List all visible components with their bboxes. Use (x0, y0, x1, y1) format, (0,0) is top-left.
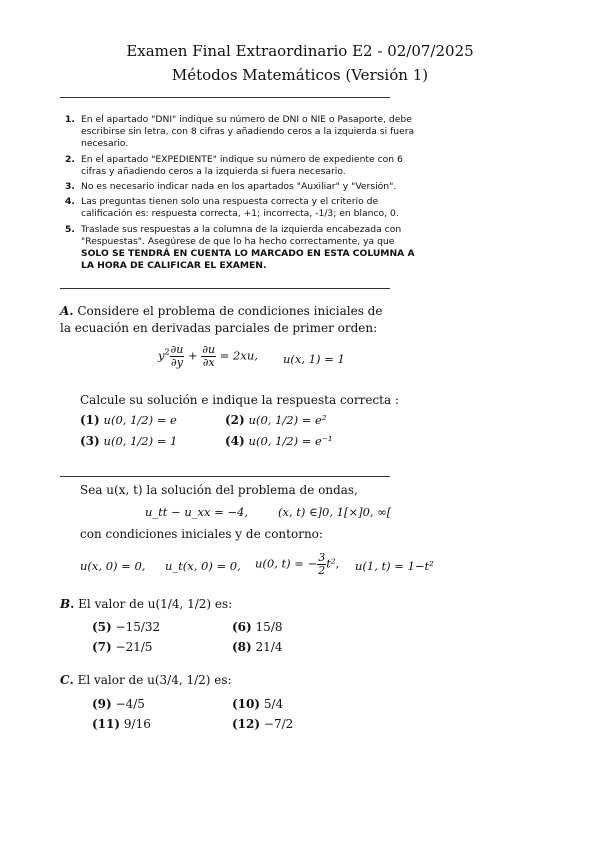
option-text: u(0, 1/2) = e² (248, 413, 327, 427)
instruction-item (65, 196, 420, 220)
wave-condition: u(x, 0) = 0, (80, 559, 146, 573)
answer-option (232, 620, 283, 634)
instruction-text: Las preguntas tienen solo una respuesta correcta y el criterio de calificación es: respuesta correcta, +1; incorrecta, -1/3; en blanco, 0. (81, 196, 399, 220)
instruction-number: 5. (65, 223, 75, 235)
equation-rhs: = 2xu, (219, 348, 258, 363)
option-number: (7) (92, 640, 112, 654)
answer-option (232, 640, 283, 654)
problem-text: El valor de u(1/4, 1/2) es: (78, 597, 233, 611)
problem-label: B (60, 597, 71, 611)
instruction-number: 1. (65, 114, 75, 125)
answer-option (92, 620, 160, 634)
instruction-item (65, 154, 420, 178)
wave-condition: u_t(x, 0) = 0, (165, 559, 241, 573)
problem-a-condition: u(x, 1) = 1 (283, 352, 345, 366)
answer-option (232, 717, 293, 731)
instruction-emphasis: SOLO SE TENDRÁ EN CUENTA LO MARCADO EN ESTA COLUMNA A LA HORA DE CALIFICAR EL EXAMEN. (81, 248, 415, 272)
wave-conditions-intro: con condiciones iniciales y de contorno: (80, 527, 323, 541)
problem-label: A (60, 304, 70, 318)
option-number: (3) (80, 434, 100, 448)
exam-subtitle: Métodos Matemáticos (Versión 1) (171, 66, 429, 84)
wave-condition (255, 552, 339, 577)
option-text: 21/4 (255, 640, 283, 654)
instruction-text: No es necesario indicar nada en los apartados "Auxiliar" y "Versión". (81, 181, 397, 193)
instructions-list (65, 114, 420, 275)
instruction-number: 3. (65, 181, 75, 193)
option-number: (11) (92, 717, 121, 731)
option-text: 9/16 (123, 717, 151, 731)
divider (60, 97, 390, 98)
option-number: (5) (92, 620, 112, 634)
instruction-item (65, 224, 420, 273)
wave-intro: Sea u(x, t) la solución del problema de ondas, (80, 483, 358, 497)
answer-option (232, 697, 283, 711)
option-text: −15/32 (115, 620, 161, 634)
answer-option (92, 717, 151, 731)
divider (60, 288, 390, 289)
option-number: (1) (80, 413, 100, 427)
problem-text: Considere el problema de condiciones iniciales de la ecuación en derivadas parciales de primer orden: (60, 304, 383, 335)
answer-option (92, 697, 145, 711)
answer-option (80, 413, 177, 427)
option-number: (9) (92, 697, 112, 711)
option-text: u(0, 1/2) = e (103, 413, 177, 427)
answer-option (225, 413, 326, 427)
option-number: (12) (232, 717, 261, 731)
instruction-item (65, 181, 420, 193)
problem-a-intro: A. Considere el problema de condiciones iniciales de la ecuación en derivadas parciales de primer orden: (60, 304, 383, 335)
problem-a-question: Calcule su solución e indique la respuesta correcta : (80, 393, 400, 407)
instruction-number: 4. (65, 196, 75, 208)
option-text: 15/8 (255, 620, 283, 634)
option-text: u(0, 1/2) = 1 (103, 434, 178, 448)
option-text: −4/5 (115, 697, 145, 711)
instruction-text: En el apartado "EXPEDIENTE" indique su número de expediente con 6 cifras y añadiendo ceros a la izquierda si fuera necesario. (81, 153, 403, 177)
option-number: (2) (225, 413, 245, 427)
fraction-numerator: 3 (318, 551, 326, 564)
option-number: (8) (232, 640, 252, 654)
wave-condition: u(1, t) = 1−t² (355, 559, 434, 573)
problem-a-equation: $y^2$ $\frac{\partial u}{\partial y}$ + $\frac{\partial u}{\partial x}$ = 2xu, (158, 343, 258, 369)
instruction-number: 2. (65, 153, 75, 165)
problem-b-question: B. El valor de u(1/4, 1/2) es: (60, 597, 233, 611)
option-text: 5/4 (263, 697, 284, 711)
option-text: −7/2 (263, 717, 294, 731)
condition-text: t², (326, 556, 340, 571)
instruction-item (65, 114, 420, 151)
wave-domain: (x, t) ∈]0, 1[×]0, ∞[ (278, 505, 392, 519)
answer-option (80, 434, 177, 448)
wave-equation: u_tt − u_xx = −4, (145, 505, 249, 519)
instruction-text: En el apartado "DNI" indique su número de DNI o NIE o Pasaporte, debe escribirse sin letra, con 8 cifras y añadiendo ceros a la izquierda si fuera necesario. (81, 114, 415, 150)
problem-c-question: C. El valor de u(3/4, 1/2) es: (60, 673, 232, 687)
instruction-text: Traslade sus respuestas a la columna de la izquierda encabezada con "Respuestas". Asegúrese de que lo ha hecho correctamente, ya que (81, 223, 402, 247)
exam-title: Examen Final Extraordinario E2 - 02/07/2025 (126, 42, 474, 60)
fraction-denominator: 2 (318, 564, 326, 577)
option-number: (6) (232, 620, 252, 634)
option-text: −21/5 (115, 640, 153, 654)
divider (60, 476, 390, 477)
option-number: (10) (232, 697, 261, 711)
answer-option (225, 434, 333, 448)
condition-text: u(0, t) = − (255, 556, 318, 571)
answer-option (92, 640, 153, 654)
option-text: u(0, 1/2) = e⁻¹ (248, 434, 333, 448)
option-number: (4) (225, 434, 245, 448)
problem-text: El valor de u(3/4, 1/2) es: (77, 673, 232, 687)
problem-label: C (60, 673, 70, 687)
